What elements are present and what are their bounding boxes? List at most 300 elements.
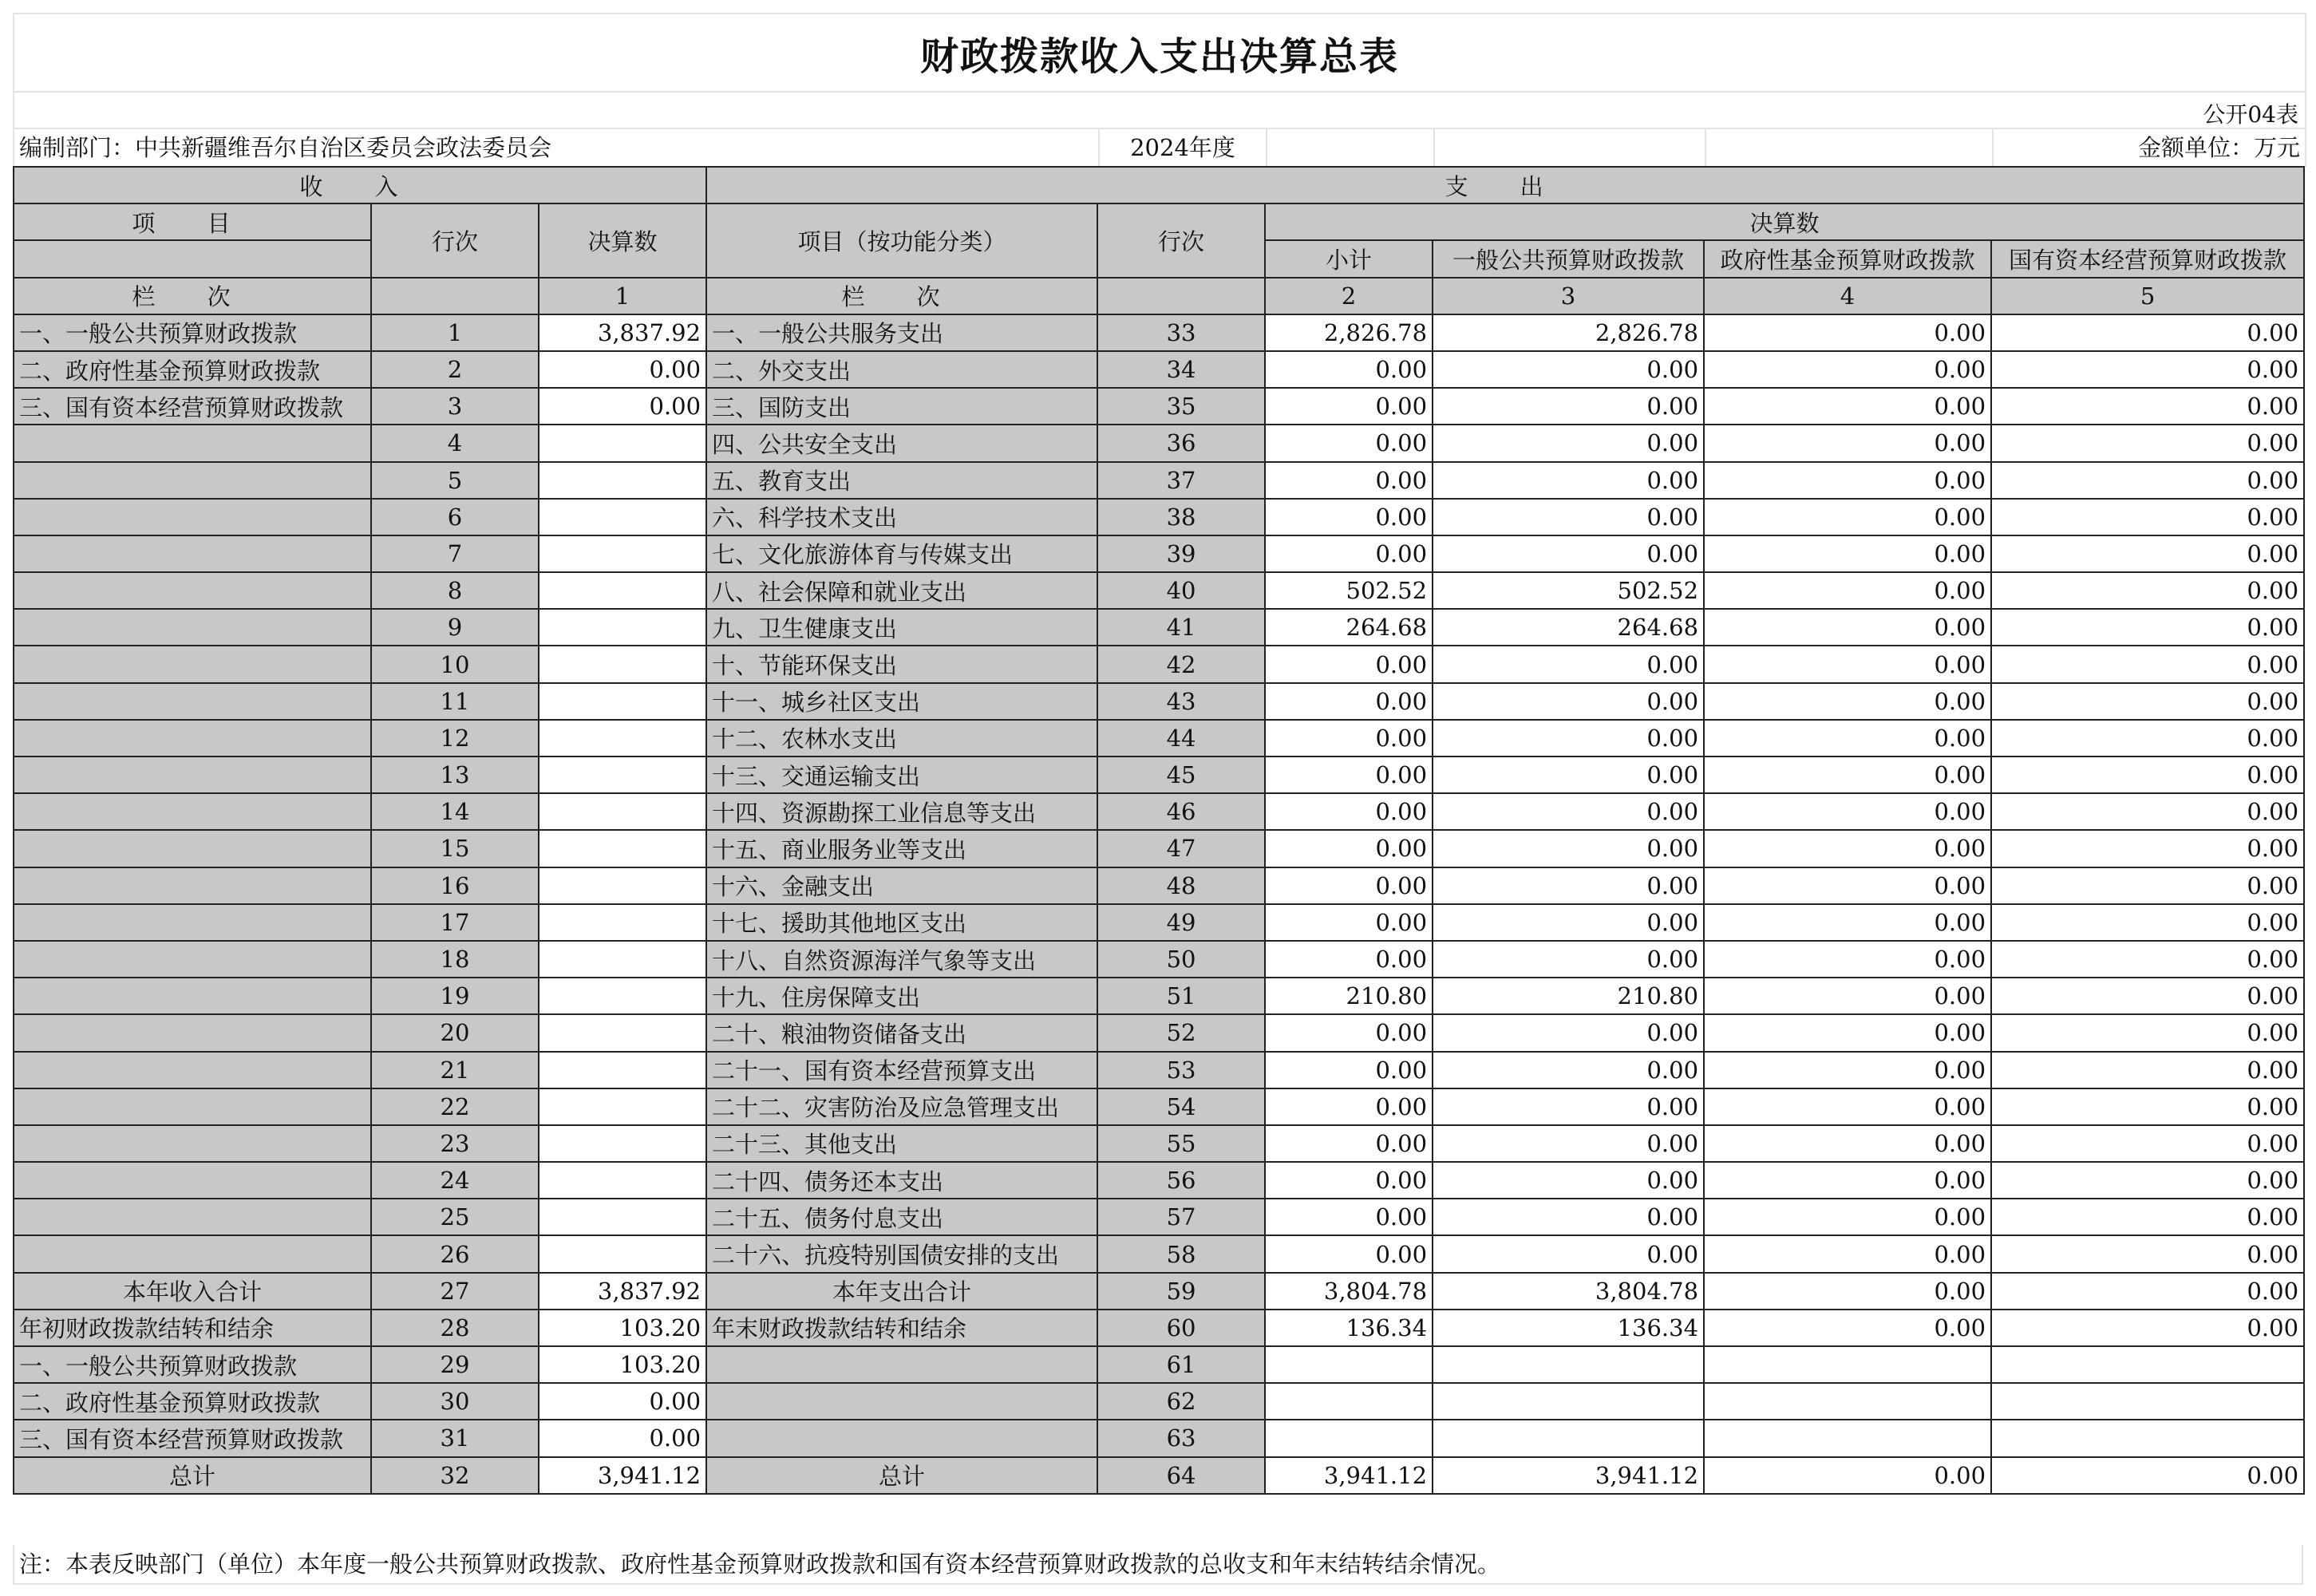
table-row [14, 646, 2304, 682]
expense-item-label: 十九、住房保障支出 [706, 978, 1097, 1014]
column-index-row [14, 278, 2304, 314]
expense-row-number: 54 [1097, 1088, 1265, 1125]
expense-item-label [706, 1383, 1097, 1420]
header-row-2 [14, 203, 2304, 240]
expense-gov-fund: 0.00 [1704, 941, 1991, 978]
expense-subtotal: 0.00 [1265, 425, 1433, 461]
income-item-label: 三、国有资本经营预算财政拨款 [14, 1420, 371, 1456]
expense-subtotal: 0.00 [1265, 1088, 1433, 1125]
expense-subtotal [1265, 1383, 1433, 1420]
column-index-2: 2 [1265, 278, 1433, 314]
expense-row-number: 53 [1097, 1052, 1265, 1088]
expense-item-label: 十六、金融支出 [706, 867, 1097, 904]
expense-gov-fund: 0.00 [1704, 388, 1991, 425]
expense-general-budget: 264.68 [1433, 609, 1704, 646]
expense-general-budget: 0.00 [1433, 1125, 1704, 1162]
expense-general-budget: 0.00 [1433, 1199, 1704, 1235]
expense-general-budget: 0.00 [1433, 867, 1704, 904]
table-row [14, 941, 2304, 978]
income-header: 收 入 [14, 167, 706, 203]
general-header: 一般公共预算财政拨款 [1433, 240, 1704, 277]
expense-gov-fund: 0.00 [1704, 1014, 1991, 1051]
income-row-number: 25 [371, 1199, 539, 1235]
income-row-number: 27 [371, 1273, 539, 1310]
expense-subtotal: 0.00 [1265, 683, 1433, 720]
income-row-number: 6 [371, 499, 539, 535]
income-amount [539, 462, 706, 499]
expense-subtotal: 136.34 [1265, 1310, 1433, 1346]
income-item-label [14, 609, 371, 646]
expense-state-capital: 0.00 [1991, 904, 2304, 941]
expense-row-number: 33 [1097, 314, 1265, 351]
income-row-number: 23 [371, 1125, 539, 1162]
expense-subtotal: 0.00 [1265, 720, 1433, 757]
table-row [14, 978, 2304, 1014]
table-row [14, 757, 2304, 793]
expense-item-label: 十二、农林水支出 [706, 720, 1097, 757]
income-amount: 3,837.92 [539, 1273, 706, 1310]
income-item-label [14, 499, 371, 535]
income-row-number: 15 [371, 830, 539, 867]
income-item-label [14, 1125, 371, 1162]
expense-state-capital: 0.00 [1991, 462, 2304, 499]
expense-state-capital: 0.00 [1991, 978, 2304, 1014]
table-row [14, 572, 2304, 609]
expense-amount-header: 决算数 [1265, 203, 2304, 240]
income-amount [539, 1199, 706, 1235]
income-item-label [14, 720, 371, 757]
income-item-label [14, 978, 371, 1014]
income-row-number: 10 [371, 646, 539, 682]
expense-gov-fund: 0.00 [1704, 646, 1991, 682]
expense-subtotal: 0.00 [1265, 1162, 1433, 1199]
expense-gov-fund: 0.00 [1704, 978, 1991, 1014]
expense-row-number: 37 [1097, 462, 1265, 499]
income-item-label [14, 462, 371, 499]
expense-state-capital: 0.00 [1991, 941, 2304, 978]
expense-item-label: 年末财政拨款结转和结余 [706, 1310, 1097, 1346]
expense-state-capital: 0.00 [1991, 646, 2304, 682]
expense-general-budget: 3,941.12 [1433, 1457, 1704, 1494]
expense-gov-fund: 0.00 [1704, 314, 1991, 351]
expense-state-capital: 0.00 [1991, 1088, 2304, 1125]
income-row-number: 19 [371, 978, 539, 1014]
income-amount [539, 1162, 706, 1199]
expense-subtotal: 0.00 [1265, 535, 1433, 572]
income-row-number: 12 [371, 720, 539, 757]
expense-gov-fund: 0.00 [1704, 904, 1991, 941]
expense-gov-fund: 0.00 [1704, 1125, 1991, 1162]
expense-gov-fund: 0.00 [1704, 1457, 1991, 1494]
expense-state-capital: 0.00 [1991, 683, 2304, 720]
income-item-label [14, 1235, 371, 1272]
expense-state-capital: 0.00 [1991, 609, 2304, 646]
expense-item-label: 十五、商业服务业等支出 [706, 830, 1097, 867]
income-row-number: 9 [371, 609, 539, 646]
expense-general-budget: 0.00 [1433, 830, 1704, 867]
income-amount [539, 609, 706, 646]
table-row [14, 1346, 2304, 1383]
subtotal-header: 小计 [1265, 240, 1433, 277]
expense-item-label: 二十五、债务付息支出 [706, 1199, 1097, 1235]
expense-state-capital: 0.00 [1991, 1235, 2304, 1272]
expense-gov-fund: 0.00 [1704, 1273, 1991, 1310]
income-amount [539, 1088, 706, 1125]
income-row-number: 16 [371, 867, 539, 904]
expense-subtotal: 502.52 [1265, 572, 1433, 609]
income-amount: 103.20 [539, 1346, 706, 1383]
expense-state-capital: 0.00 [1991, 572, 2304, 609]
income-amount-header: 决算数 [539, 203, 706, 277]
expense-subtotal [1265, 1420, 1433, 1456]
table-row [14, 1014, 2304, 1051]
expense-item-label: 本年支出合计 [706, 1273, 1097, 1310]
table-row [14, 1235, 2304, 1272]
expense-state-capital: 0.00 [1991, 425, 2304, 461]
income-item-label [14, 646, 371, 682]
table-row [14, 830, 2304, 867]
income-item-label [14, 1014, 371, 1051]
income-row-number: 7 [371, 535, 539, 572]
income-item-label [14, 904, 371, 941]
expense-row-number: 51 [1097, 978, 1265, 1014]
income-item-label [14, 1052, 371, 1088]
table-row [14, 1125, 2304, 1162]
expense-gov-fund [1704, 1346, 1991, 1383]
income-row-number: 8 [371, 572, 539, 609]
income-column-label: 栏 次 [14, 278, 371, 314]
expense-general-budget [1433, 1383, 1704, 1420]
table-row [14, 425, 2304, 461]
expense-row-no-header: 行次 [1097, 203, 1265, 277]
table-row [14, 351, 2304, 388]
expense-item-label: 十、节能环保支出 [706, 646, 1097, 682]
expense-subtotal: 0.00 [1265, 867, 1433, 904]
expense-gov-fund: 0.00 [1704, 683, 1991, 720]
expense-row-number: 42 [1097, 646, 1265, 682]
income-item-label [14, 757, 371, 793]
expense-general-budget: 0.00 [1433, 941, 1704, 978]
expense-gov-fund: 0.00 [1704, 462, 1991, 499]
expense-general-budget: 210.80 [1433, 978, 1704, 1014]
income-amount [539, 867, 706, 904]
income-item-label: 一、一般公共预算财政拨款 [14, 314, 371, 351]
expense-gov-fund: 0.00 [1704, 720, 1991, 757]
income-amount [539, 572, 706, 609]
expense-gov-fund: 0.00 [1704, 757, 1991, 793]
expense-gov-fund: 0.00 [1704, 1310, 1991, 1346]
income-amount [539, 425, 706, 461]
income-row-number: 13 [371, 757, 539, 793]
item-header-blank [14, 240, 371, 277]
expense-general-budget: 502.52 [1433, 572, 1704, 609]
table-row [14, 1162, 2304, 1199]
expense-row-number: 39 [1097, 535, 1265, 572]
expense-row-number: 50 [1097, 941, 1265, 978]
report-title: 财政拨款收入支出决算总表 [13, 13, 2306, 91]
table-row [14, 1199, 2304, 1235]
expense-row-number: 55 [1097, 1125, 1265, 1162]
expense-state-capital: 0.00 [1991, 351, 2304, 388]
expense-subtotal: 0.00 [1265, 1235, 1433, 1272]
expense-row-number: 63 [1097, 1420, 1265, 1456]
expense-subtotal: 0.00 [1265, 941, 1433, 978]
expense-general-budget: 0.00 [1433, 499, 1704, 535]
expense-state-capital: 0.00 [1991, 1457, 2304, 1494]
income-row-number: 29 [371, 1346, 539, 1383]
income-row-number: 18 [371, 941, 539, 978]
expense-subtotal: 3,804.78 [1265, 1273, 1433, 1310]
expense-general-budget: 0.00 [1433, 720, 1704, 757]
income-item-label [14, 425, 371, 461]
expense-row-number: 34 [1097, 351, 1265, 388]
income-item-label: 年初财政拨款结转和结余 [14, 1310, 371, 1346]
table-row [14, 462, 2304, 499]
expense-state-capital: 0.00 [1991, 535, 2304, 572]
expense-general-budget: 0.00 [1433, 351, 1704, 388]
income-item-label: 一、一般公共预算财政拨款 [14, 1346, 371, 1383]
expense-item-label: 十八、自然资源海洋气象等支出 [706, 941, 1097, 978]
income-amount [539, 1125, 706, 1162]
expense-subtotal: 0.00 [1265, 1014, 1433, 1051]
income-item-label [14, 1162, 371, 1199]
expense-general-budget: 3,804.78 [1433, 1273, 1704, 1310]
column-index-1: 1 [539, 278, 706, 314]
expense-gov-fund: 0.00 [1704, 1199, 1991, 1235]
expense-general-budget: 0.00 [1433, 1088, 1704, 1125]
table-row [14, 1273, 2304, 1310]
table-row [14, 683, 2304, 720]
column-index-blank [371, 278, 539, 314]
income-item-label [14, 830, 371, 867]
header-row-1 [14, 167, 2304, 203]
expense-item-label: 七、文化旅游体育与传媒支出 [706, 535, 1097, 572]
expense-subtotal: 0.00 [1265, 499, 1433, 535]
expense-state-capital: 0.00 [1991, 1052, 2304, 1088]
table-row [14, 1052, 2304, 1088]
expense-row-number: 41 [1097, 609, 1265, 646]
expense-subtotal: 0.00 [1265, 646, 1433, 682]
expense-state-capital: 0.00 [1991, 830, 2304, 867]
expense-row-number: 35 [1097, 388, 1265, 425]
table-row [14, 904, 2304, 941]
expense-state-capital: 0.00 [1991, 1273, 2304, 1310]
income-item-label [14, 683, 371, 720]
income-row-number: 31 [371, 1420, 539, 1456]
expense-general-budget: 2,826.78 [1433, 314, 1704, 351]
expense-row-number: 44 [1097, 720, 1265, 757]
income-amount: 3,837.92 [539, 314, 706, 351]
expense-gov-fund: 0.00 [1704, 499, 1991, 535]
expense-gov-fund: 0.00 [1704, 425, 1991, 461]
form-number: 公开04表 [2203, 101, 2298, 128]
expense-row-number: 40 [1097, 572, 1265, 609]
expense-subtotal: 0.00 [1265, 1125, 1433, 1162]
expense-item-label: 三、国防支出 [706, 388, 1097, 425]
expense-general-budget: 0.00 [1433, 904, 1704, 941]
expense-subtotal: 0.00 [1265, 904, 1433, 941]
income-amount [539, 646, 706, 682]
expense-general-budget: 0.00 [1433, 793, 1704, 830]
expense-general-budget: 0.00 [1433, 757, 1704, 793]
income-amount: 0.00 [539, 1420, 706, 1456]
expense-item-label [706, 1346, 1097, 1383]
expense-subtotal: 0.00 [1265, 388, 1433, 425]
expense-state-capital: 0.00 [1991, 1125, 2304, 1162]
expense-state-capital [1991, 1420, 2304, 1456]
income-item-label [14, 535, 371, 572]
income-row-number: 30 [371, 1383, 539, 1420]
expense-subtotal: 3,941.12 [1265, 1457, 1433, 1494]
expense-item-label [706, 1420, 1097, 1456]
income-row-number: 3 [371, 388, 539, 425]
expense-gov-fund: 0.00 [1704, 572, 1991, 609]
expense-general-budget: 0.00 [1433, 462, 1704, 499]
income-amount [539, 499, 706, 535]
expense-state-capital: 0.00 [1991, 1199, 2304, 1235]
expense-subtotal: 0.00 [1265, 351, 1433, 388]
expense-general-budget: 0.00 [1433, 388, 1704, 425]
expense-state-capital: 0.00 [1991, 757, 2304, 793]
expense-gov-fund: 0.00 [1704, 830, 1991, 867]
income-amount: 0.00 [539, 1383, 706, 1420]
column-index-4: 4 [1704, 278, 1991, 314]
expense-subtotal: 2,826.78 [1265, 314, 1433, 351]
income-item-label [14, 941, 371, 978]
expense-subtotal: 210.80 [1265, 978, 1433, 1014]
expense-item-label: 五、教育支出 [706, 462, 1097, 499]
fund-header: 政府性基金预算财政拨款 [1704, 240, 1991, 277]
expense-general-budget: 0.00 [1433, 425, 1704, 461]
expense-gov-fund: 0.00 [1704, 1052, 1991, 1088]
income-row-number: 4 [371, 425, 539, 461]
income-row-number: 22 [371, 1088, 539, 1125]
expense-subtotal: 0.00 [1265, 1199, 1433, 1235]
func-item-header: 项目（按功能分类） [706, 203, 1097, 277]
expense-row-number: 59 [1097, 1273, 1265, 1310]
income-item-label [14, 572, 371, 609]
income-row-number: 5 [371, 462, 539, 499]
report-year: 2024年度 [1100, 129, 1267, 168]
expense-subtotal: 264.68 [1265, 609, 1433, 646]
table-row [14, 499, 2304, 535]
income-item-label [14, 867, 371, 904]
expense-row-number: 57 [1097, 1199, 1265, 1235]
expense-gov-fund: 0.00 [1704, 351, 1991, 388]
expense-subtotal: 0.00 [1265, 1052, 1433, 1088]
expense-row-number: 47 [1097, 830, 1265, 867]
income-row-number: 26 [371, 1235, 539, 1272]
expense-subtotal: 0.00 [1265, 462, 1433, 499]
income-amount [539, 793, 706, 830]
income-amount [539, 1235, 706, 1272]
income-amount [539, 720, 706, 757]
expense-row-number: 36 [1097, 425, 1265, 461]
income-amount [539, 683, 706, 720]
table-row [14, 793, 2304, 830]
income-row-number: 24 [371, 1162, 539, 1199]
expense-gov-fund: 0.00 [1704, 1162, 1991, 1199]
expense-state-capital: 0.00 [1991, 793, 2304, 830]
table-row [14, 720, 2304, 757]
expense-state-capital: 0.00 [1991, 388, 2304, 425]
expense-state-capital: 0.00 [1991, 1310, 2304, 1346]
expense-item-label: 二、外交支出 [706, 351, 1097, 388]
expense-general-budget: 0.00 [1433, 1014, 1704, 1051]
expense-state-capital [1991, 1346, 2304, 1383]
expense-item-label: 九、卫生健康支出 [706, 609, 1097, 646]
expense-gov-fund: 0.00 [1704, 867, 1991, 904]
income-amount [539, 1052, 706, 1088]
state-header: 国有资本经营预算财政拨款 [1991, 240, 2304, 277]
income-amount [539, 535, 706, 572]
expense-gov-fund: 0.00 [1704, 1088, 1991, 1125]
income-row-number: 28 [371, 1310, 539, 1346]
income-item-label [14, 1199, 371, 1235]
meta-empty-cell [1706, 129, 1994, 168]
expense-item-label: 六、科学技术支出 [706, 499, 1097, 535]
expense-subtotal: 0.00 [1265, 793, 1433, 830]
expense-state-capital: 0.00 [1991, 1014, 2304, 1051]
expense-gov-fund: 0.00 [1704, 1235, 1991, 1272]
expense-general-budget: 0.00 [1433, 683, 1704, 720]
form-number-row [13, 91, 2306, 128]
income-amount: 0.00 [539, 388, 706, 425]
item-header: 项 目 [14, 203, 371, 240]
expense-row-number: 60 [1097, 1310, 1265, 1346]
expense-general-budget: 0.00 [1433, 1052, 1704, 1088]
income-row-number: 17 [371, 904, 539, 941]
meta-empty-cell [1435, 129, 1706, 168]
expense-gov-fund [1704, 1420, 1991, 1456]
compiling-unit: 编制部门：中共新疆维吾尔自治区委员会政法委员会 [14, 129, 1100, 168]
income-amount [539, 941, 706, 978]
table-row [14, 867, 2304, 904]
expense-subtotal [1265, 1346, 1433, 1383]
income-item-label: 本年收入合计 [14, 1273, 371, 1310]
income-amount [539, 978, 706, 1014]
expense-row-number: 56 [1097, 1162, 1265, 1199]
expense-row-number: 43 [1097, 683, 1265, 720]
income-amount [539, 1014, 706, 1051]
income-item-label [14, 793, 371, 830]
expense-item-label: 十七、援助其他地区支出 [706, 904, 1097, 941]
income-amount: 3,941.12 [539, 1457, 706, 1494]
table-row [14, 1457, 2304, 1494]
meta-row [13, 128, 2306, 168]
column-index-5: 5 [1991, 278, 2304, 314]
expense-general-budget: 0.00 [1433, 535, 1704, 572]
income-row-number: 11 [371, 683, 539, 720]
expense-state-capital: 0.00 [1991, 720, 2304, 757]
expense-gov-fund: 0.00 [1704, 609, 1991, 646]
income-amount [539, 757, 706, 793]
expense-general-budget: 0.00 [1433, 646, 1704, 682]
expense-item-label: 二十三、其他支出 [706, 1125, 1097, 1162]
expense-general-budget [1433, 1420, 1704, 1456]
table-row [14, 609, 2304, 646]
amount-unit: 金额单位：万元 [2137, 134, 2300, 161]
column-index-blank [1097, 278, 1265, 314]
expense-item-label: 总计 [706, 1457, 1097, 1494]
expense-item-label: 二十二、灾害防治及应急管理支出 [706, 1088, 1097, 1125]
income-row-number: 20 [371, 1014, 539, 1051]
expense-column-label: 栏 次 [706, 278, 1097, 314]
expense-item-label: 二十一、国有资本经营预算支出 [706, 1052, 1097, 1088]
expense-gov-fund: 0.00 [1704, 793, 1991, 830]
expense-gov-fund: 0.00 [1704, 535, 1991, 572]
expense-state-capital: 0.00 [1991, 314, 2304, 351]
